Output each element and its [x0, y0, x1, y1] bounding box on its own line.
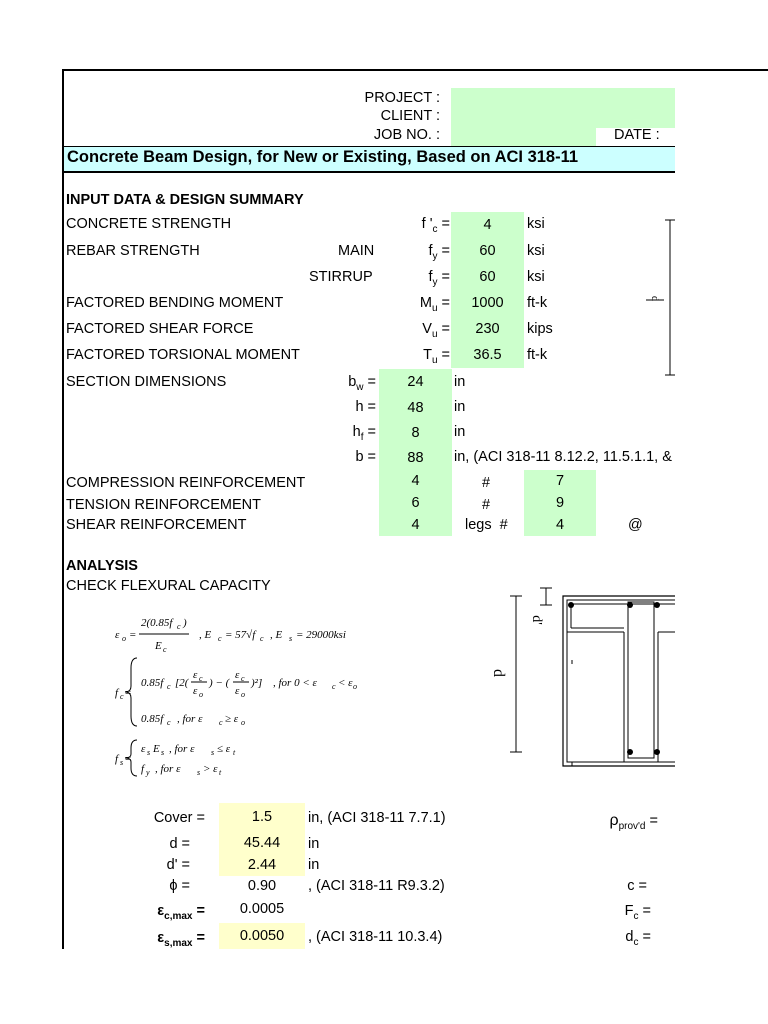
esmax-note: , (ACI 318-11 10.3.4) [308, 929, 443, 945]
client-label: CLIENT : [380, 108, 440, 124]
svg-text:s: s [147, 748, 151, 757]
rho-prov-label: $\rho_{prov'd}$ = [609, 812, 658, 832]
h-unit: in [454, 399, 466, 415]
elevation-dimension-sketch [640, 210, 680, 385]
svg-text:)²]: )²] [251, 677, 263, 689]
phi-note: , (ACI 318-11 R9.3.2) [308, 878, 445, 894]
comp-size-input[interactable]: 7 [524, 470, 596, 492]
svg-text:, E: , E [199, 629, 212, 641]
svg-text:≥ ε: ≥ ε [225, 713, 239, 725]
analysis-heading: ANALYSIS [66, 558, 138, 574]
cover-note: in, (ACI 318-11 7.7.1) [308, 810, 446, 826]
svg-text:E: E [153, 743, 160, 755]
flexure-equations [115, 608, 375, 788]
svg-text:o: o [353, 682, 357, 691]
fy-stir-symbol: $f_y$ = [428, 269, 450, 288]
svg-text:t: t [233, 748, 236, 757]
tens-count-input[interactable]: 6 [379, 492, 452, 514]
svg-text:o: o [241, 718, 245, 727]
fy-main-input[interactable]: 60 [451, 238, 524, 264]
phi-label: ϕ = [169, 878, 190, 894]
svg-text:ε: ε [141, 743, 146, 755]
hf-symbol: $h_f$ = [352, 424, 376, 443]
vu-symbol: $V_u$ = [422, 321, 450, 340]
svg-text:, for ε: , for ε [177, 713, 203, 725]
comp-count-input[interactable]: 4 [379, 470, 452, 492]
sheet-border-left [62, 69, 64, 949]
svg-text:=: = [125, 687, 132, 699]
svg-text:c: c [167, 718, 171, 727]
svg-text:o: o [122, 634, 126, 643]
fy-main-qual: MAIN [338, 243, 375, 259]
svg-text:c: c [163, 645, 167, 654]
svg-text:c: c [167, 682, 171, 691]
shear-label: SHEAR REINFORCEMENT [66, 517, 247, 533]
tens-size-input[interactable]: 9 [524, 492, 596, 514]
svg-text:f: f [115, 753, 119, 765]
fy-stir-unit: ksi [527, 269, 545, 285]
vu-input[interactable]: 230 [451, 316, 524, 342]
bw-symbol: $b_w$ = [348, 374, 376, 393]
svg-text:) − (: ) − ( [209, 677, 230, 689]
svg-text:0.85f: 0.85f [141, 713, 164, 725]
fc-label: CONCRETE STRENGTH [66, 216, 232, 232]
bw-unit: in [454, 374, 466, 390]
date-label: DATE : [614, 127, 660, 143]
input-heading: INPUT DATA & DESIGN SUMMARY [66, 192, 304, 208]
cover-input[interactable]: 1.5 [219, 803, 305, 831]
page-title: Concrete Beam Design, for New or Existing, Based on ACI 318-11 [67, 148, 579, 166]
b-input[interactable]: 88 [379, 445, 452, 470]
svg-text:s: s [161, 748, 165, 757]
shear-legs: legs # [465, 517, 508, 533]
fy-main-unit: ksi [527, 243, 545, 259]
dc-label: $d_c$ = [625, 929, 651, 948]
svg-text:ε: ε [235, 685, 240, 697]
flexural-subheading: CHECK FLEXURAL CAPACITY [66, 578, 271, 594]
esmax-input[interactable]: 0.0050 [219, 923, 305, 949]
svg-text:c: c [260, 634, 264, 643]
tens-label: TENSION REINFORCEMENT [66, 497, 261, 513]
svg-text:ε: ε [193, 669, 198, 681]
esmax-label: $\varepsilon_{s,max}$ = [157, 930, 205, 949]
fy-stir-input[interactable]: 60 [451, 264, 524, 290]
svg-text:): ) [183, 617, 187, 629]
Fc-label: $F_c$ = [624, 903, 651, 922]
svg-text:0.85f: 0.85f [141, 677, 164, 689]
hf-unit: in [454, 424, 466, 440]
svg-text:ε: ε [193, 685, 198, 697]
jobno-input[interactable] [451, 128, 596, 146]
svg-text:ε: ε [115, 629, 120, 641]
svg-text:c: c [199, 674, 203, 683]
section-label: SECTION DIMENSIONS [66, 374, 227, 390]
tu-symbol: $T_u$ = [423, 347, 450, 366]
tu-unit: ft-k [527, 347, 548, 363]
fy-main-label: REBAR STRENGTH [66, 243, 200, 259]
tu-label: FACTORED TORSIONAL MOMENT [66, 347, 300, 363]
vu-label: FACTORED SHEAR FORCE [66, 321, 254, 337]
svg-text:c: c [218, 634, 222, 643]
svg-text:=: = [125, 753, 132, 765]
fc-unit: ksi [527, 216, 545, 232]
svg-text:= 57√f: = 57√f [225, 629, 256, 641]
svg-text:f: f [141, 763, 145, 775]
svg-text:[2(: [2( [175, 677, 189, 689]
fc-symbol: f '$_c$ = [421, 216, 450, 235]
shear-count-input[interactable]: 4 [379, 514, 452, 536]
svg-text:= 29000ksi: = 29000ksi [296, 629, 346, 641]
cover-label: Cover = [153, 810, 205, 826]
phi-value: 0.90 [247, 878, 277, 894]
comp-hash: # [482, 475, 491, 491]
svg-text:y: y [146, 768, 150, 777]
svg-text:≤ ε: ≤ ε [217, 743, 231, 755]
d-note: in [308, 836, 320, 852]
svg-text:c: c [241, 674, 245, 683]
comp-label: COMPRESSION REINFORCEMENT [66, 475, 306, 491]
svg-text:, for ε: , for ε [169, 743, 195, 755]
d-value: 45.44 [219, 831, 305, 855]
tens-hash: # [482, 497, 491, 513]
bw-input[interactable]: 24 [379, 369, 452, 395]
jobno-label: JOB NO. : [373, 127, 440, 143]
svg-text:ε: ε [235, 669, 240, 681]
tu-input[interactable]: 36.5 [451, 342, 524, 368]
svg-text:s: s [289, 634, 293, 643]
svg-text:c: c [120, 692, 124, 701]
svg-text:s: s [197, 768, 201, 777]
svg-text:, E: , E [270, 629, 283, 641]
svg-text:t: t [219, 768, 222, 777]
diagram-d-label: d [490, 669, 507, 677]
mu-label: FACTORED BENDING MOMENT [66, 295, 284, 311]
project-input[interactable] [451, 88, 675, 128]
svg-text:s: s [211, 748, 215, 757]
mu-input[interactable]: 1000 [451, 290, 524, 316]
b-unit: in, (ACI 318-11 8.12.2, 11.5.1.1, & [454, 449, 672, 465]
shear-at: @ [628, 517, 643, 533]
hf-input[interactable]: 8 [379, 420, 452, 445]
sheet-border-top [62, 69, 768, 71]
dprime-value: 2.44 [219, 855, 305, 876]
d-label: d = [169, 836, 190, 852]
svg-text:c: c [219, 718, 223, 727]
shear-size-input[interactable]: 4 [524, 514, 596, 536]
svg-text:o: o [241, 690, 245, 699]
svg-text:2(0.85f: 2(0.85f [141, 617, 173, 629]
vu-unit: kips [527, 321, 553, 337]
svg-text:c: c [177, 622, 181, 631]
project-label: PROJECT : [364, 90, 440, 106]
svg-text:> ε: > ε [203, 763, 218, 775]
mu-unit: ft-k [527, 295, 548, 311]
h-symbol: h = [355, 399, 376, 415]
svg-text:E: E [155, 640, 162, 652]
svg-text:f: f [115, 687, 119, 699]
c-label: c = [627, 878, 647, 894]
fc-input[interactable]: 4 [451, 212, 524, 238]
dprime-note: in [308, 857, 320, 873]
b-symbol: b = [355, 449, 376, 465]
svg-text:, for ε: , for ε [155, 763, 181, 775]
fy-main-symbol: $f_y$ = [428, 243, 450, 262]
svg-text:s: s [120, 758, 124, 767]
beam-section-diagram [488, 588, 678, 773]
svg-text:< ε: < ε [338, 677, 353, 689]
fy-stir-qual: STIRRUP [309, 269, 373, 285]
svg-text:d: d [649, 296, 660, 301]
mu-symbol: $M_u$ = [419, 295, 450, 314]
svg-text:, for 0 < ε: , for 0 < ε [273, 677, 317, 689]
ecmax-label: $\varepsilon_{c,max}$ = [157, 903, 205, 922]
svg-text:=: = [129, 629, 137, 641]
ecmax-value: 0.0005 [239, 901, 285, 917]
svg-text:o: o [199, 690, 203, 699]
svg-text:c: c [332, 682, 336, 691]
dprime-label: d' = [166, 857, 190, 873]
h-input[interactable]: 48 [379, 395, 452, 420]
diagram-dprime-label: d' [528, 615, 544, 625]
